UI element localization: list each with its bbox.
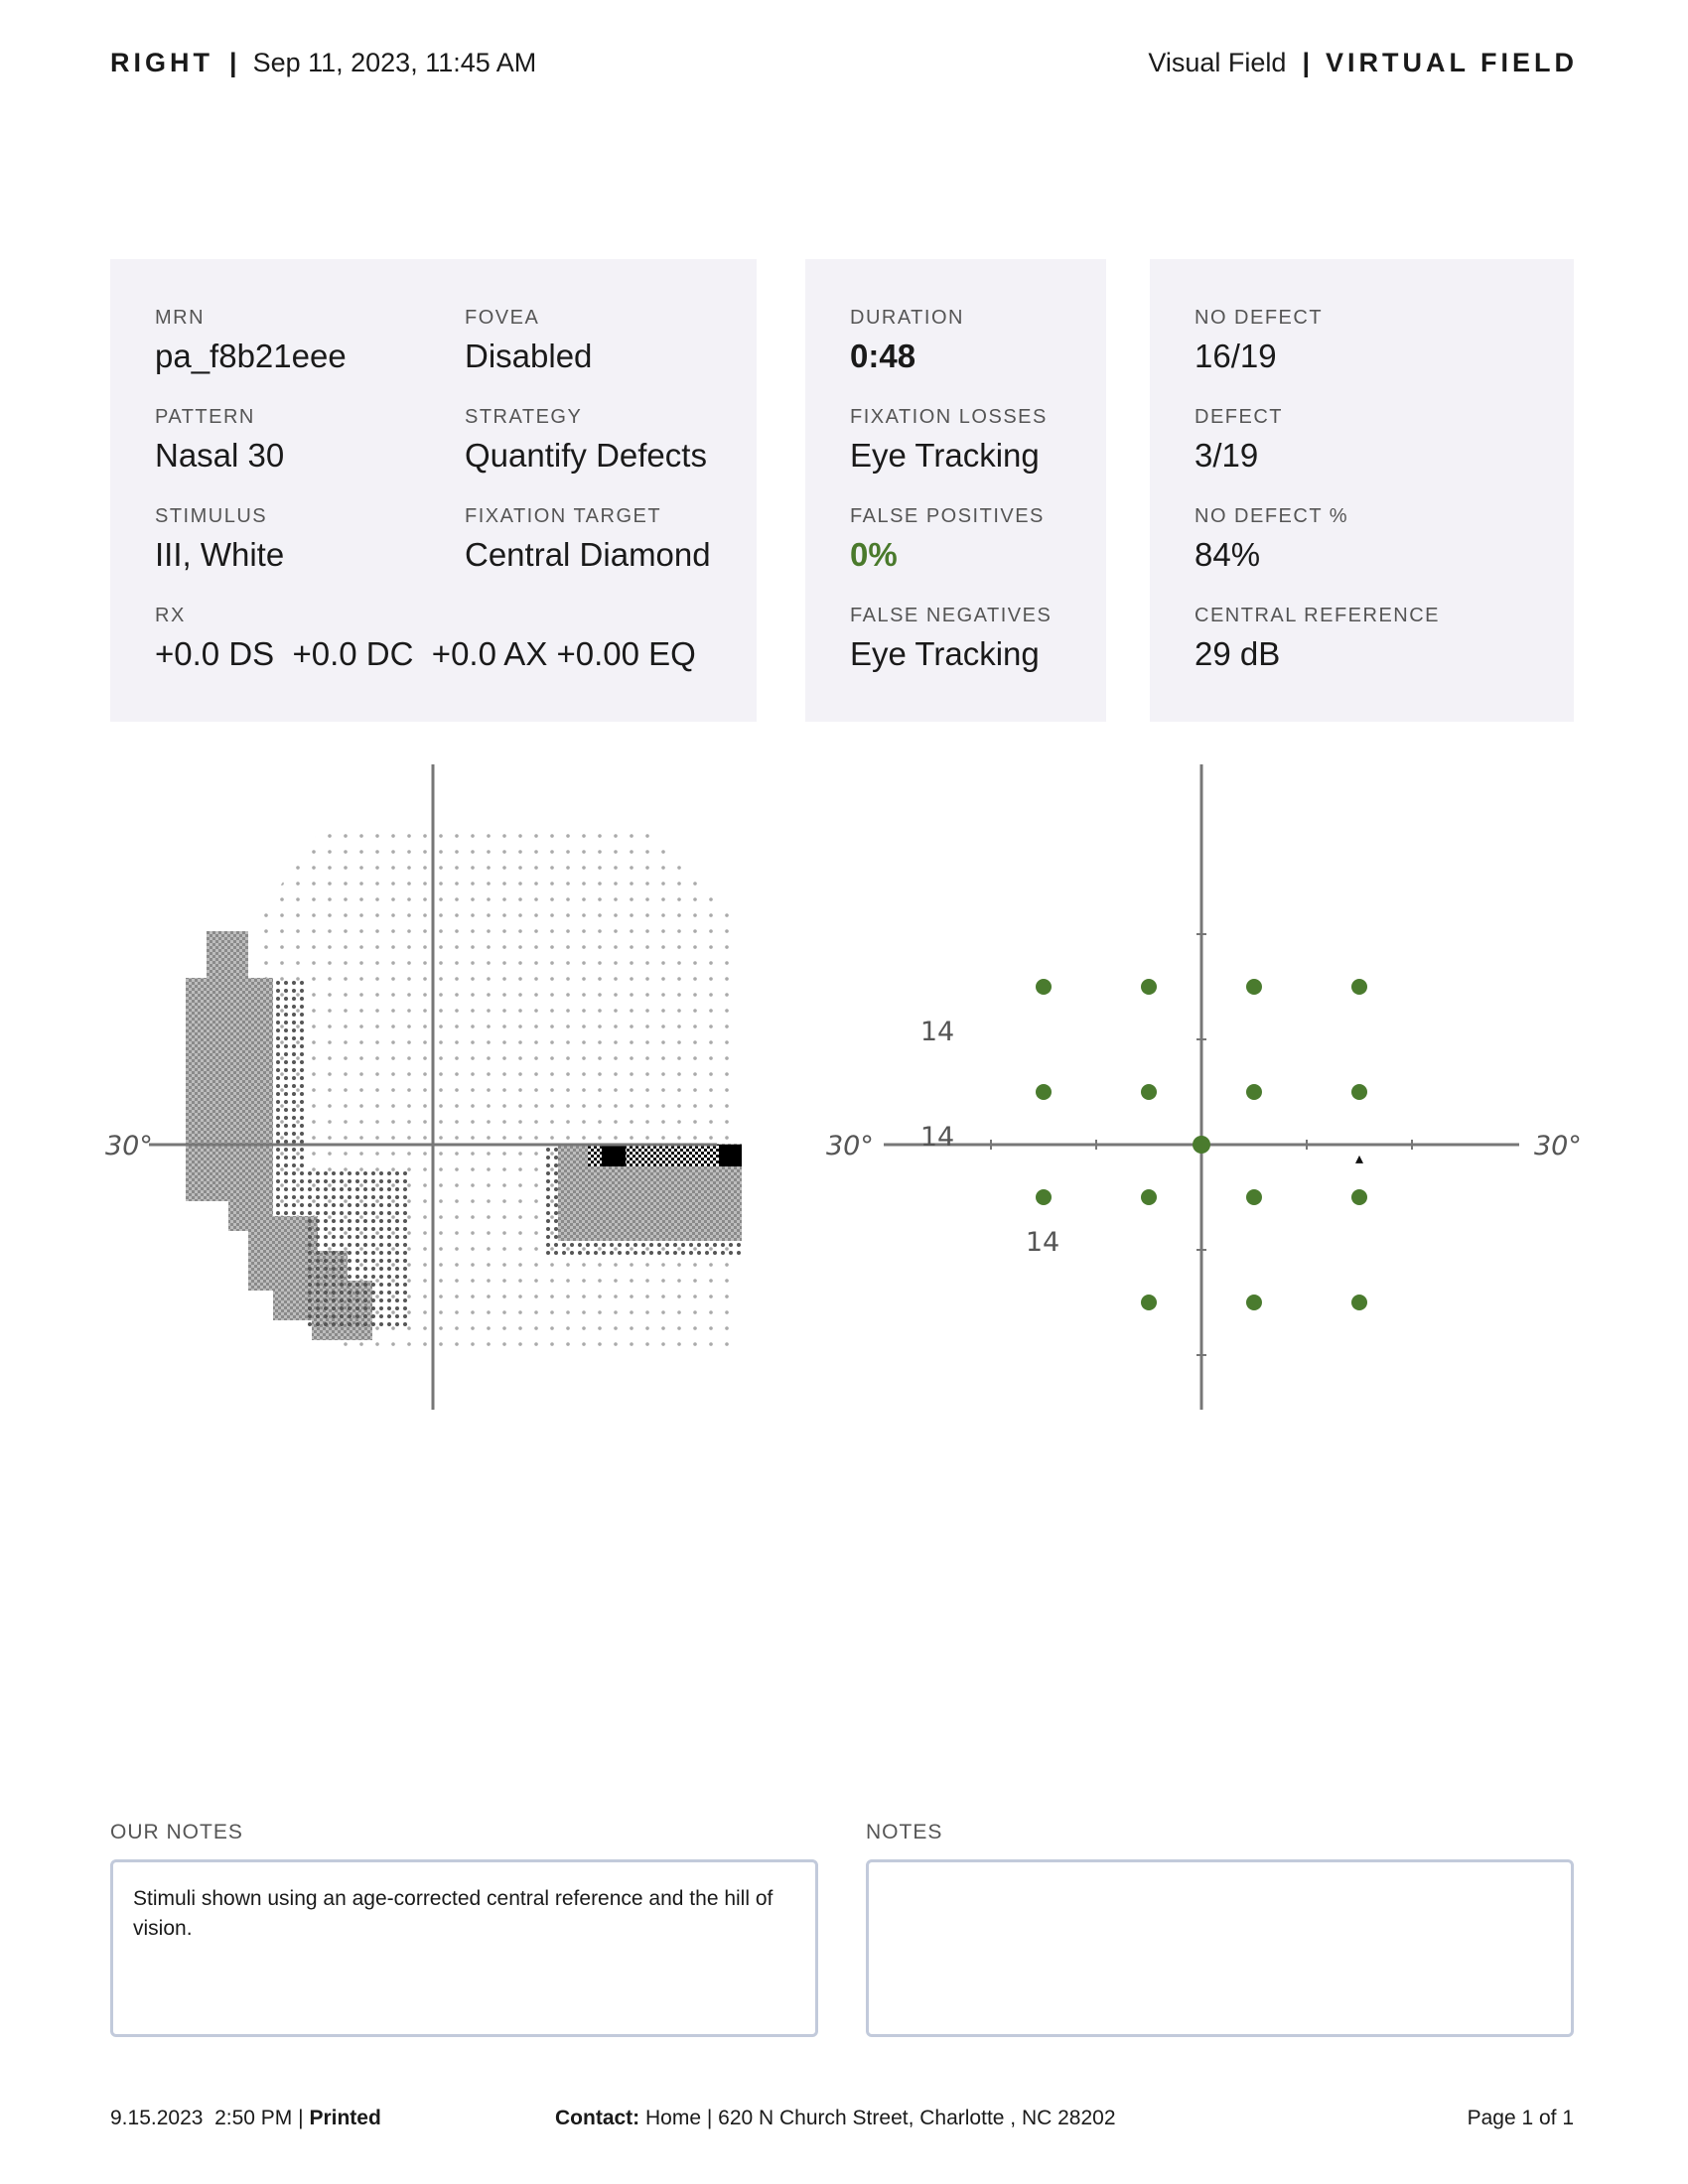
eye-label: RIGHT (110, 48, 213, 77)
fovea-value: Disabled (465, 338, 593, 374)
rx-value: +0.0 DS +0.0 DC +0.0 AX +0.00 EQ (155, 635, 696, 672)
test-info-panel (110, 259, 757, 722)
seen-stimulus-point (1351, 1084, 1367, 1100)
notes-box[interactable] (866, 1859, 1574, 2037)
defect-field: DEFECT 3/19 (1195, 406, 1283, 474)
pattern-value: Nasal 30 (155, 437, 285, 474)
fixation-losses-value: Eye Tracking (850, 437, 1040, 474)
blind-spot-marker (1355, 1156, 1363, 1163)
seen-stimulus-point (1036, 979, 1052, 995)
strategy-field: STRATEGY Quantify Defects (465, 406, 707, 474)
greyscale-plot (99, 764, 814, 1410)
duration-value: 0:48 (850, 338, 916, 374)
rx-field: RX +0.0 DS +0.0 DC +0.0 AX +0.00 EQ (155, 605, 696, 672)
seen-stimulus-point (1141, 1189, 1157, 1205)
no-defect-value: 16/19 (1195, 338, 1277, 374)
seen-stimulus-point (1351, 1295, 1367, 1310)
fixation-target-field: FIXATION TARGET Central Diamond (465, 505, 711, 573)
seen-stimulus-point (1193, 1136, 1210, 1154)
greyscale-severe-defect (602, 1145, 626, 1166)
mrn-field: MRN pa_f8b21eee (155, 307, 347, 374)
false-positives-field: FALSE POSITIVES 0% (850, 505, 1045, 573)
results-panel (1150, 259, 1574, 722)
test-datetime: Sep 11, 2023, 11:45 AM (252, 48, 537, 77)
reliability-panel (805, 259, 1106, 722)
seen-stimulus-point (1246, 1084, 1262, 1100)
notes-title: NOTES (866, 1821, 943, 1843)
report-header-right: Visual Field | VIRTUAL FIELD (1148, 48, 1578, 77)
seen-stimulus-point (1246, 1295, 1262, 1310)
central-reference-value: 29 dB (1195, 635, 1281, 672)
test-type: Visual Field (1148, 48, 1287, 77)
stimulus-value: III, White (155, 536, 285, 573)
seen-stimulus-point (1036, 1189, 1052, 1205)
greyscale-dark-dots (308, 1171, 407, 1330)
no-defect-percent-value: 84% (1195, 536, 1261, 573)
central-reference-field: CENTRAL REFERENCE 29 dB (1195, 605, 1441, 672)
false-negatives-field: FALSE NEGATIVES Eye Tracking (850, 605, 1053, 672)
seen-stimulus-point (1141, 1295, 1157, 1310)
fovea-field: FOVEA Disabled (465, 307, 593, 374)
point-plot-axis-label-left: 30° (826, 1131, 874, 1161)
point-plot-value-label: 14 (919, 1122, 955, 1153)
our-notes-title: OUR NOTES (110, 1821, 243, 1843)
seen-stimulus-point (1351, 1189, 1367, 1205)
duration-field: DURATION 0:48 (850, 307, 964, 374)
printed-label: Printed (309, 2107, 381, 2129)
greyscale-axis-label: 30° (105, 1131, 153, 1161)
defect-value: 3/19 (1195, 437, 1259, 474)
printed-datetime: 9.15.2023 2:50 PM | (110, 2107, 310, 2129)
stimulus-field: STIMULUS III, White (155, 505, 285, 573)
footer-printed (110, 2107, 381, 2130)
point-plot-value-label: 14 (919, 1017, 955, 1047)
strategy-value: Quantify Defects (465, 437, 707, 474)
greyscale-dark-dots (273, 978, 308, 1216)
false-negatives-value: Eye Tracking (850, 635, 1040, 672)
mrn-value: pa_f8b21eee (155, 338, 347, 374)
seen-stimulus-point (1141, 979, 1157, 995)
point-plot-axis-label-right: 30° (1534, 1131, 1582, 1161)
product-name: VIRTUAL FIELD (1326, 48, 1578, 77)
seen-stimulus-point (1351, 979, 1367, 995)
no-defect-percent-field: NO DEFECT % 84% (1195, 505, 1349, 573)
our-notes-box[interactable]: Stimuli shown using an age-corrected central reference and the hill of vision. (110, 1859, 818, 2037)
point-plot-value-label: 14 (1025, 1227, 1060, 1258)
contact-text: Home | 620 N Church Street, Charlotte , NC 28202 (639, 2107, 1116, 2129)
pattern-field: PATTERN Nasal 30 (155, 406, 285, 474)
false-positives-value: 0% (850, 536, 898, 573)
seen-stimulus-point (1246, 1189, 1262, 1205)
page-number: Page 1 of 1 (1467, 2107, 1574, 2129)
seen-stimulus-point (1246, 979, 1262, 995)
fixation-losses-field: FIXATION LOSSES Eye Tracking (850, 406, 1048, 474)
no-defect-field: NO DEFECT 16/19 (1195, 307, 1324, 374)
point-plot (814, 764, 1589, 1410)
contact-label: Contact: (555, 2107, 640, 2129)
fixation-target-value: Central Diamond (465, 536, 711, 573)
report-header-left: RIGHT | Sep 11, 2023, 11:45 AM (110, 48, 537, 77)
seen-stimulus-point (1141, 1084, 1157, 1100)
greyscale-severe-defect (719, 1145, 742, 1166)
seen-stimulus-point (1036, 1084, 1052, 1100)
footer-contact (555, 2107, 1116, 2130)
